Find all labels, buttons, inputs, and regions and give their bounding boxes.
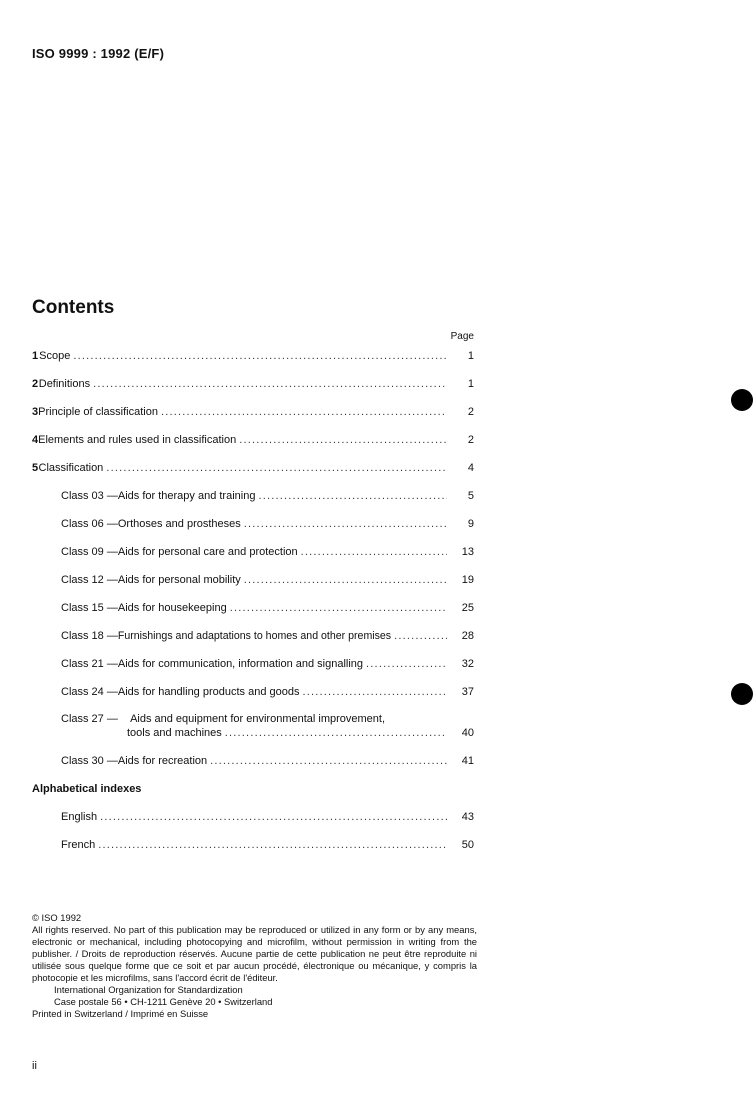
toc-item-number: 1 [32,350,39,362]
organization-address: Case postale 56 • CH-1211 Genève 20 • Switzerland [54,996,273,1007]
toc-item-title: Principle of classification [38,406,158,418]
dot-leader [244,574,447,586]
toc-item-number: 2 [32,378,39,390]
dot-leader [161,406,447,418]
class-title: Aids for therapy and training [117,490,256,502]
toc-item-title: Scope [39,350,71,362]
class-title: Aids for handling products and goods [117,686,300,698]
organization-name: International Organization for Standardization [54,984,243,995]
punch-hole [731,683,753,705]
toc-item-page: 32 [461,658,474,670]
toc-item-page: 41 [461,755,474,767]
index-title: French [61,839,96,851]
toc-class-27-line1[interactable] [61,713,385,725]
class-code: Class 03 — [61,490,118,502]
toc-item-principle[interactable] [32,406,474,418]
class-code: Class 06 — [61,518,118,530]
toc-index-french[interactable] [61,839,474,851]
class-code: Class 12 — [61,574,118,586]
class-title: Aids for recreation [117,755,208,767]
dot-leader [100,811,447,823]
toc-item-elements-rules[interactable] [32,434,474,446]
class-code: Class 18 — [61,630,118,642]
dot-leader [239,434,447,446]
dot-leader [258,490,447,502]
dot-leader [106,462,447,474]
class-title: Aids and equipment for environmental improvement, [130,713,386,725]
class-title: Orthoses and prostheses [117,518,241,530]
dot-leader [302,686,447,698]
toc-item-number: 3 [32,406,39,418]
class-code: Class 09 — [61,546,118,558]
toc-item-page: 1 [467,350,474,362]
dot-leader [301,546,447,558]
index-title: English [61,811,98,823]
dot-leader [210,755,447,767]
page-number: ii [32,1060,37,1072]
class-title: Aids for communication, information and signalling [117,658,364,670]
toc-item-definitions[interactable] [32,378,474,390]
toc-item-page: 40 [461,727,474,739]
toc-class-21[interactable] [61,658,474,670]
toc-item-number: 5 [32,462,39,474]
toc-item-page: 1 [467,378,474,390]
toc-class-12[interactable] [61,574,474,586]
toc-class-24[interactable] [61,686,474,698]
class-code: Class 30 — [61,755,118,767]
contents-title: Contents [32,297,115,318]
dot-leader [244,518,447,530]
dot-leader [366,658,447,670]
copyright-block [32,912,477,1020]
toc-item-page: 43 [461,811,474,823]
toc-item-page: 28 [461,630,474,642]
page-column-label: Page [450,331,474,342]
toc-item-number: 4 [32,434,39,446]
toc-item-page: 19 [461,574,474,586]
dot-leader [394,630,447,642]
dot-leader [73,350,447,362]
toc-index-english[interactable] [61,811,474,823]
toc-class-09[interactable] [61,546,474,558]
class-title-continued: tools and machines [127,727,222,739]
toc-item-page: 5 [467,490,474,502]
toc-item-page: 2 [467,434,474,446]
class-code: Class 24 — [61,686,118,698]
dot-leader [225,727,447,739]
toc-item-page: 37 [461,686,474,698]
toc-item-page: 50 [461,839,474,851]
class-code: Class 21 — [61,658,118,670]
toc-class-18[interactable] [61,630,474,642]
printed-in: Printed in Switzerland / Imprimé en Suisse [32,1008,209,1019]
toc-item-page: 13 [461,546,474,558]
copyright-line: © ISO 1992 [32,912,82,923]
toc-item-title: Definitions [38,378,91,390]
toc-class-30[interactable] [61,755,474,767]
toc-class-03[interactable] [61,490,474,502]
copyright-notice: All rights reserved. No part of this publication may be reproduced or utilized in any form or by any means, electronic or mechanical, including photocopying and microfilm, without permission in writing from the publisher. / Droits de reproduction réservés. Aucune partie de cette publication ne peut être reproduite ni utilisée sous quelque forme que ce soit et par aucun procédé, électronique ou mécanique, y compris la photocopie et les microfilms, sans l'accord écrit de l'éditeur. [32,924,477,983]
toc-class-27-line2[interactable] [127,727,474,739]
dot-leader [230,602,447,614]
toc-item-title: Elements and rules used in classification [38,434,237,446]
toc-class-15[interactable] [61,602,474,614]
class-code: Class 15 — [61,602,118,614]
dot-leader [98,839,447,851]
class-title: Aids for personal mobility [117,574,241,586]
toc-item-page: 4 [467,462,474,474]
alphabetical-indexes-heading: Alphabetical indexes [32,783,142,795]
class-title: Aids for personal care and protection [117,546,298,558]
toc-item-page: 25 [461,602,474,614]
dot-leader [93,378,447,390]
toc-class-06[interactable] [61,518,474,530]
class-code: Class 27 — [61,713,118,725]
toc-item-title: Classification [38,462,104,474]
toc-item-page: 2 [467,406,474,418]
class-title: Aids for housekeeping [117,602,227,614]
class-title: Furnishings and adaptations to homes and other premises [117,630,392,642]
toc-item-scope[interactable] [32,350,474,362]
toc-item-classification[interactable] [32,462,474,474]
toc-item-page: 9 [467,518,474,530]
document-header: ISO 9999 : 1992 (E/F) [32,46,165,61]
punch-hole [731,389,753,411]
